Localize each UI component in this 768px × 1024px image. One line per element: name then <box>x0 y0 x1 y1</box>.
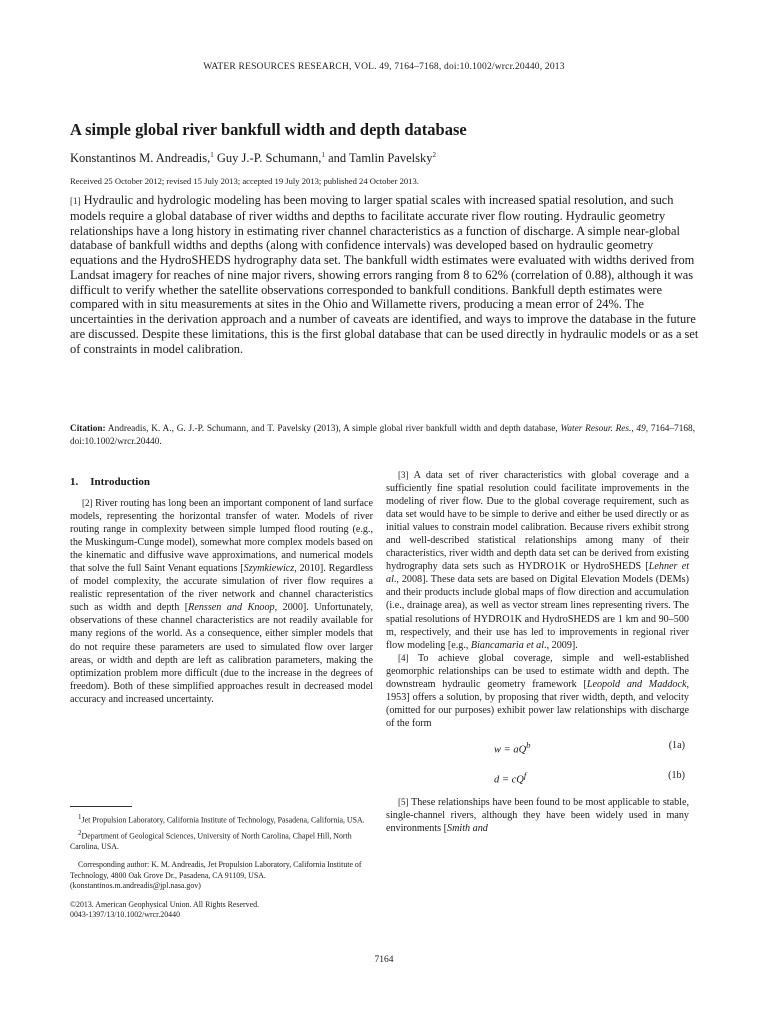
author-name: Guy J.-P. Schumann, <box>213 151 322 166</box>
copyright-notice: ©2013. American Geophysical Union. All Rights Reserved. 0043-1397/13/10.1002/wrcr.20440 <box>70 899 259 920</box>
body-paragraph: [3] A data set of river characteristics with global coverage and a sufficiently fine spatial resolution could facilitate improvements in the modeling of river flow. Due to the global coverage requirement, such as data set would have to be simple to derive and either be used directly or as initial values to constrain model calibration. Because rivers exhibit strong and well-described statistical relationships among many of their characteristics, river width and depth data set can be derived from existing hydrography data sets such as HYDRO1K or HydroSHEDS [Lehner et al., 2008]. These data sets are based on Digital Elevation Models (DEMs) and their products include global maps of flow direction and accumulation (i.e., drainage area), as well as vector stream lines representing rivers. The spatial resolutions of HYDRO1K and HydroSHEDS are 1 km and 90–500 m, respectively, and their use has led to improvements in regional river flow modeling [e.g., Biancamaria et al., 2009]. <box>386 470 690 651</box>
citation-tail: 7164–7168, doi:10.1002/wrcr.20440. <box>70 424 696 447</box>
equation-expression: $w = aQ^b$ <box>494 739 531 756</box>
section-title-text: Introduction <box>90 476 150 488</box>
paragraph-marker: [1] <box>70 196 81 206</box>
abstract <box>70 193 700 356</box>
affiliation-footnote: $^1$Jet Propulsion Laboratory, California Institute of Technology, Pasadena, California, USA. <box>78 813 365 825</box>
body-paragraph: [5] These relationships have been found to be most applicable to stable, single-channel rivers, although they have been widely used in many environments [Smith and <box>386 796 689 835</box>
publication-dates: Received 25 October 2012; revised 15 July 2013; accepted 19 July 2013; published 24 October 2013. <box>70 176 419 186</box>
reference-link: Renssen and Knoop <box>188 602 275 614</box>
citation <box>70 423 695 449</box>
section-number: 1. <box>70 476 79 488</box>
equation-number: (1b) <box>668 769 685 781</box>
author-name: Konstantinos M. Andreadis, <box>70 151 211 166</box>
affiliation-marker: 2 <box>432 151 436 159</box>
author-name: and Tamlin Pavelsky <box>324 151 433 166</box>
affiliation-footnote: $^2$Department of Geological Sciences, University of North Carolina, Chapel Hill, North Carolina, USA. <box>70 829 352 852</box>
body-paragraph: [2] River routing has long been an important component of land surface models, representing the horizontal transfer of water. Models of river routing range in complexity between simple lumped flood routing (e.g., the Muskingum-Cunge model), somewhat more complex models based on the kinematic and diffusive wave approximations, and numerical models that solve the full Saint Venant equations [Szymkiewicz, 2010]. Regardless of model complexity, the accurate simulation of river flow requires a realistic representation of the river network and channel characteristics such as width and depth [Renssen and Knoop, 2000]. Unfortunately, observations of these channel characteristics are not readily available for many regions of the world. As a consequence, either simpler models that do not require these parameters are used to simulated flow over larger areas, or width and depth are left as calibration parameters, making the optimization problem more difficult (due to the increase in the degrees of freedom). Both of these simplified approaches result in decreased model accuracy and increased uncertainty. <box>70 498 373 705</box>
article-title: A simple global river bankfull width and depth database <box>70 120 467 139</box>
citation-text: Andreadis, K. A., G. J.-P. Schumann, and T. Pavelsky (2013), A simple global river bankfull width and depth database, <box>107 424 558 434</box>
reference-link: Szymkiewicz <box>243 563 295 575</box>
page-number: 7164 <box>374 955 394 965</box>
section-heading <box>70 476 162 488</box>
reference-link: Lehner et al <box>386 561 690 586</box>
reference-link: Leopold and Maddock <box>586 678 687 690</box>
corresponding-author: Corresponding author: K. M. Andreadis, Jet Propulsion Laboratory, California Institute of Technology, 4800 Oak Grove Dr., Pasadena, CA 91109, USA. (konstantinos.m.andreadis@jpl.nasa.gov) <box>70 860 362 891</box>
reference-link: Biancamaria et al <box>470 639 545 651</box>
running-header: WATER RESOURCES RESEARCH, VOL. 49, 7164–7168, doi:10.1002/wrcr.20440, 2013 <box>203 62 565 72</box>
paragraph-marker: [2] <box>82 498 93 508</box>
body-paragraph: [4] To achieve global coverage, simple and well-established geomorphic relationships can be used to estimate width and depth. The downstream hydraulic geometry framework [Leopold and Maddock, 1953] offers a solution, by proposing that river width, depth, and velocity (omitted for our purposes) exhibit power law relationships with discharge of the form <box>386 652 689 729</box>
footnote-divider <box>70 806 132 807</box>
citation-label: Citation: <box>70 424 106 434</box>
paragraph-marker: [4] <box>398 652 409 663</box>
paragraph-marker: [5] <box>398 796 409 807</box>
equation-number: (1a) <box>668 739 685 751</box>
right-column <box>386 469 689 835</box>
affiliation-marker: 1 <box>321 151 325 159</box>
equation-1a <box>386 736 689 758</box>
abstract-text: Hydraulic and hydrologic modeling has been moving to larger spatial scales with increased spatial resolution, and such models require a global database of river widths and depths to facilitate accurate river flow routing. Hydraulic geometry relationships have a long history in estimating river channel characteristics as a function of discharge. A simple near-global database of bankfull widths and depths (along with confidence intervals) was developed based on hydraulic geometry equations and the HydroSHEDS hydrography data set. The bankfull width estimates were evaluated with widths derived from Landsat imagery for reaches of nine major rivers, showing errors ranging from 8 to 62% (correlation of 0.88), although it was difficult to verify whether the satellite observations corresponded to bankfull conditions. Bankfull depth estimates were compared with in situ measurements at sites in the Ohio and Willamette rivers, producing a mean error of 24%. The uncertainties in the derivation approach and a number of caveats are identified, and ways to improve the database in the future are discussed. Despite these limitations, this is the first global database that can be used directly in hydraulic models or as a set of constraints in model calibration. <box>70 193 699 356</box>
affiliation-marker: 1 <box>210 151 214 159</box>
paragraph-marker: [3] <box>398 470 409 480</box>
equation-expression: $d = cQ^f$ <box>494 769 527 786</box>
left-column <box>70 497 373 706</box>
author-list <box>70 151 710 166</box>
equation-1b <box>386 766 689 788</box>
citation-journal: Water Resour. Res., 49, <box>560 424 649 434</box>
footnotes <box>70 812 373 921</box>
reference-link: Smith and <box>447 823 488 835</box>
